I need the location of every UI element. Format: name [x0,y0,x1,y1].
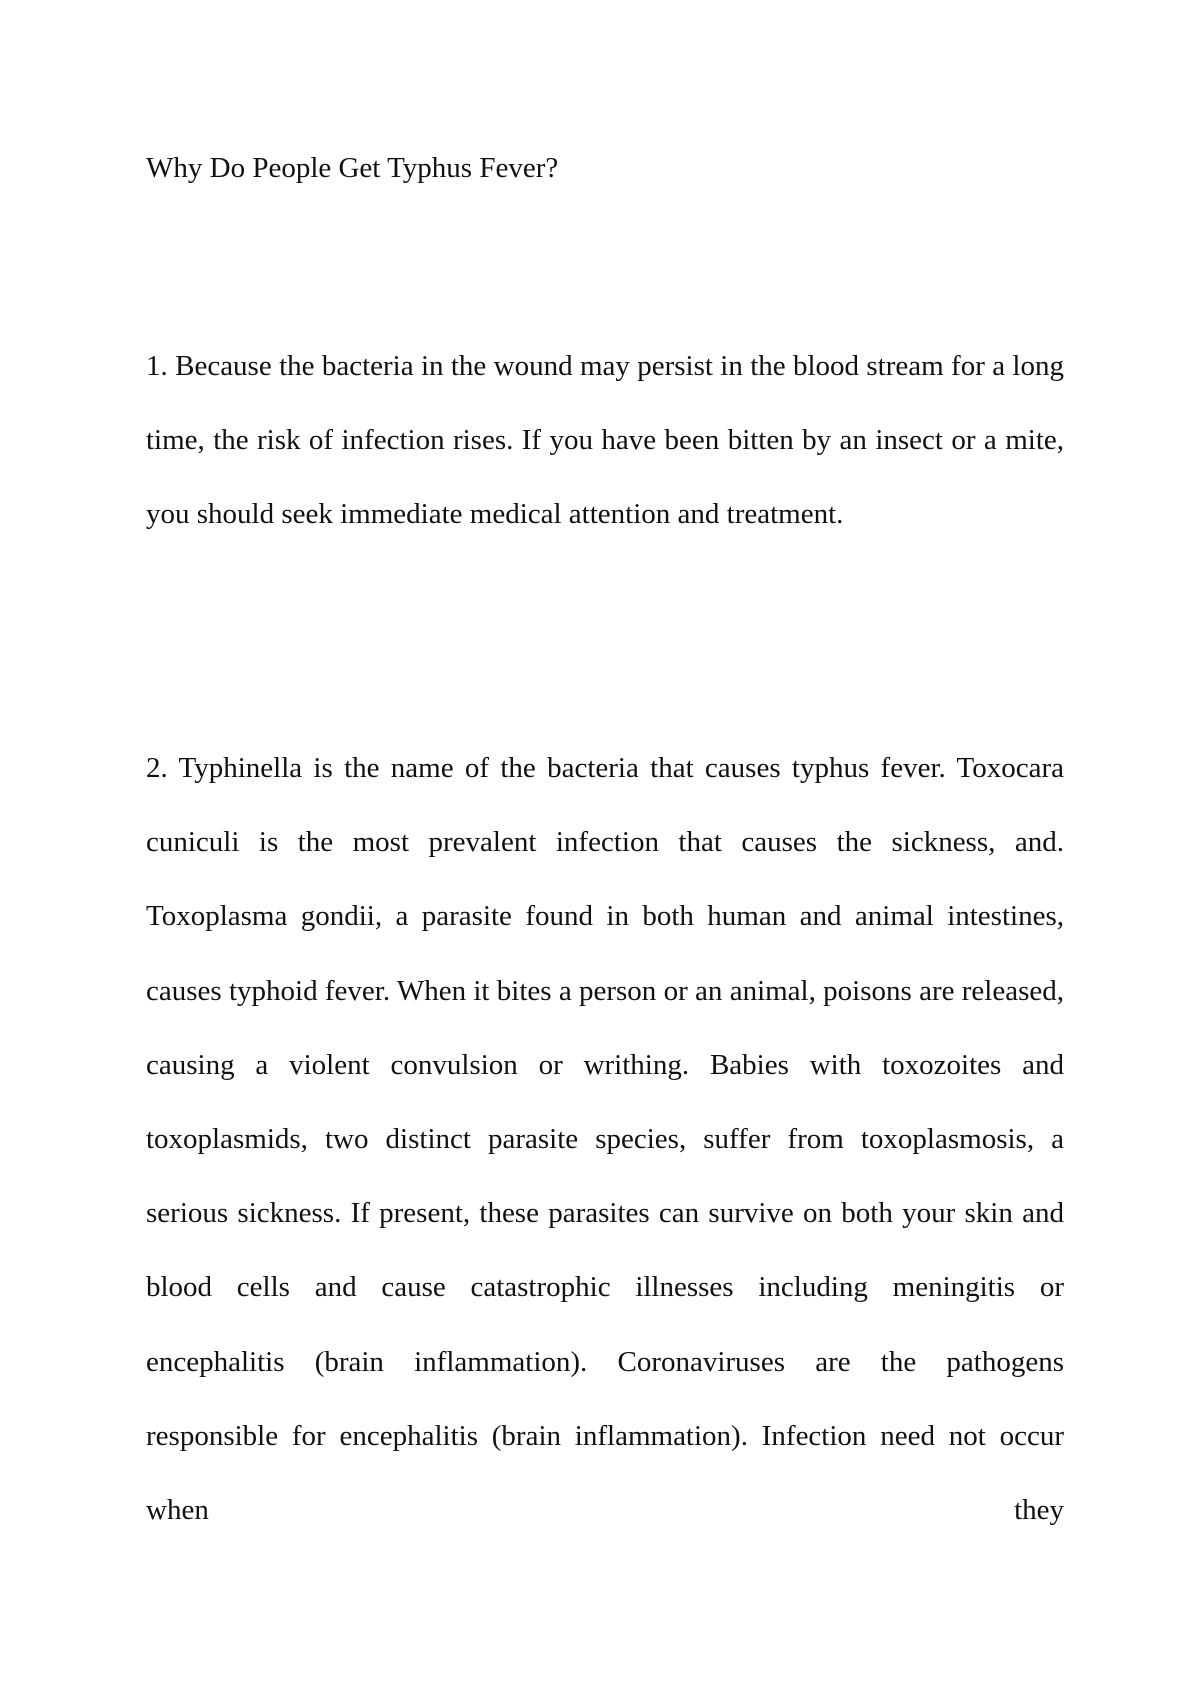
paragraph-2: 2. Typhinella is the name of the bacteria that causes typhus fever. Toxocara cuniculi is the most prevalent infection that causes the sickness, and. Toxoplasma gondii, a parasite found in both human and animal intestines, causes typhoid fever. When it bites a person or an animal, poisons are released, causing a violent convulsion or writhing. Babies with toxozoites and toxoplasmids, two distinct parasite species, suffer from toxoplasmosis, a serious sickness. If present, these parasites can survive on both your skin and blood cells and cause catastrophic illnesses including meningitis or encephalitis (brain inflammation). Coronaviruses are the pathogens responsible for encephalitis (brain inflammation). Infection need not occur when they [146,752,1064,1527]
paragraph-1: 1. Because the bacteria in the wound may persist in the blood stream for a long time, the risk of infection rises. If you have been bitten by an insect or a mite, you should seek immediate medical attention and treatment. [146,350,1064,531]
document-title: Why Do People Get Typhus Fever? [146,152,559,184]
